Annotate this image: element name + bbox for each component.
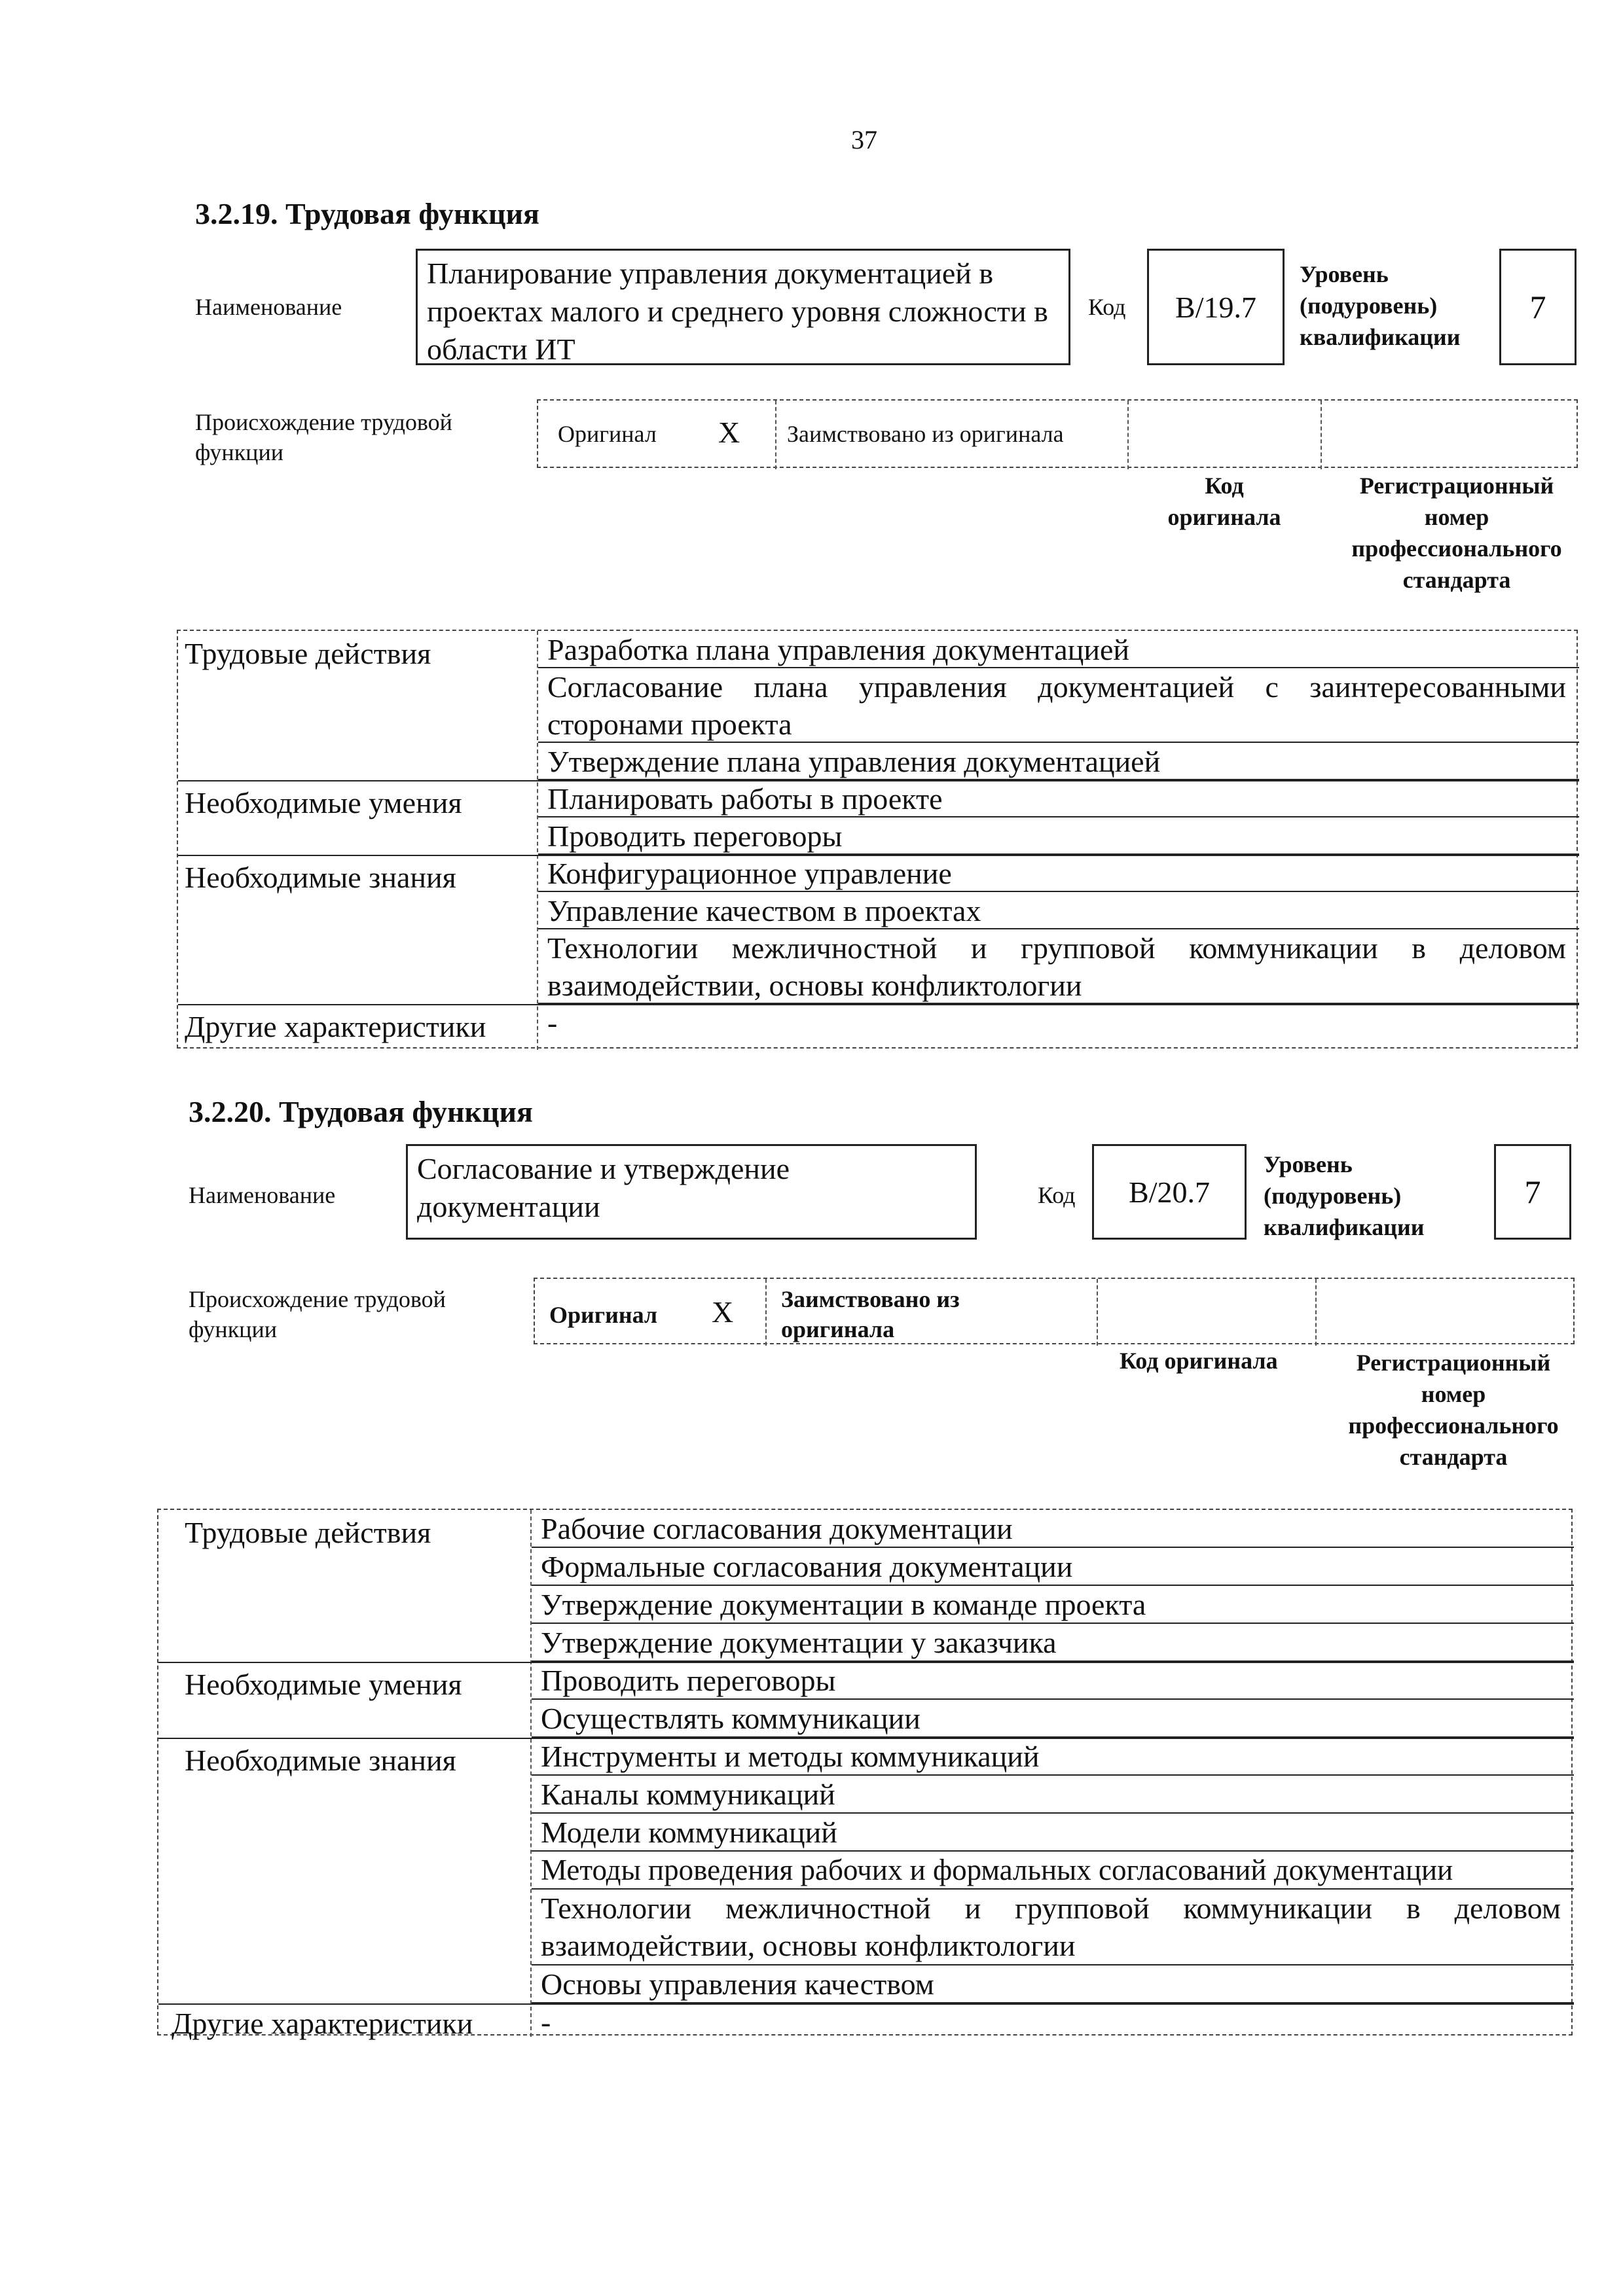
- row-label-skills: Необходимые умения: [185, 786, 462, 819]
- level-label: Уровень (подуровень) квалификации: [1264, 1151, 1425, 1240]
- list-item: Осуществлять коммуникации: [532, 1700, 1574, 1738]
- origin-label: Происхождение трудовой функции: [195, 409, 452, 465]
- function-name: Планирование управления документацией в проектах малого и среднего уровня сложности в области ИТ: [427, 257, 1048, 366]
- function-name-box: [416, 249, 1070, 365]
- row-label-knowledge: Необходимые знания: [185, 1744, 456, 1777]
- origin-code-label: Код оригинала: [1167, 473, 1281, 530]
- borrowed-label: Заимствовано из оригинала: [787, 421, 1064, 447]
- list-item: Проводить переговоры: [532, 1662, 1574, 1700]
- level-value: 7: [1529, 289, 1546, 325]
- list-item: Проводить переговоры: [538, 817, 1579, 855]
- code-box: [1147, 249, 1285, 365]
- origin-code-label: Код оригинала: [1120, 1348, 1278, 1374]
- reg-number-label: Регистрационный номер профессионального стандарта: [1348, 1350, 1559, 1470]
- name-label: Наименование: [189, 1182, 336, 1208]
- list-item: -: [547, 1006, 558, 1039]
- requirements-table: [157, 1509, 1573, 2040]
- list-item: Утверждение плана управления документацией: [538, 743, 1579, 780]
- divider: [1127, 401, 1129, 469]
- origin-table: [534, 1278, 1575, 1344]
- row-label-other: Другие характеристики: [185, 1010, 486, 1043]
- divider: [765, 1279, 767, 1346]
- code-label: Код: [1038, 1182, 1076, 1208]
- name-label: Наименование: [195, 294, 342, 320]
- list-item: Разработка плана управления документацией: [538, 631, 1579, 668]
- list-item: Технологии межличностной и групповой коммуникации в деловом взаимодействии, основы конфликтологии: [538, 929, 1579, 1004]
- list-item: Формальные согласования документации: [532, 1548, 1574, 1586]
- list-item: Технологии межличностной и групповой коммуникации в деловом взаимодействии, основы конфликтологии: [532, 1890, 1574, 1965]
- list-item: Конфигурационное управление: [538, 855, 1579, 892]
- list-item: Планировать работы в проекте: [538, 780, 1579, 817]
- list-item: Согласование плана управления документацией с заинтересованными сторонами проекта: [538, 668, 1579, 743]
- level-value: 7: [1524, 1174, 1541, 1210]
- list-item: Каналы коммуникаций: [532, 1776, 1574, 1814]
- origin-label: Происхождение трудовой функции: [189, 1286, 446, 1342]
- list-item: -: [541, 2005, 551, 2039]
- original-mark: X: [718, 416, 740, 449]
- list-item: Основы управления качеством: [532, 1965, 1574, 2003]
- code-label: Код: [1088, 294, 1126, 320]
- code-value: B/20.7: [1129, 1175, 1210, 1209]
- original-label: Оригинал: [558, 421, 657, 447]
- level-box: [1499, 249, 1577, 365]
- code-value: B/19.7: [1175, 290, 1256, 324]
- section-title: 3.2.20. Трудовая функция: [189, 1095, 533, 1128]
- list-item: Утверждение документации в команде проекта: [532, 1586, 1574, 1624]
- level-box: [1494, 1144, 1571, 1240]
- original-mark: X: [712, 1295, 734, 1329]
- divider: [1097, 1279, 1098, 1346]
- divider: [775, 401, 776, 469]
- list-item: Рабочие согласования документации: [532, 1510, 1574, 1548]
- original-label: Оригинал: [549, 1302, 658, 1328]
- code-box: [1092, 1144, 1247, 1240]
- list-item: Инструменты и методы коммуникаций: [532, 1738, 1574, 1776]
- requirements-table: [177, 630, 1578, 1049]
- row-label-other: Другие характеристики: [172, 2007, 473, 2040]
- list-item: Модели коммуникаций: [532, 1814, 1574, 1852]
- borrowed-label: Заимствовано из оригинала: [781, 1286, 960, 1342]
- row-label-work-actions: Трудовые действия: [185, 1516, 431, 1549]
- function-name-box: [406, 1144, 977, 1240]
- row-label-skills: Необходимые умения: [185, 1668, 462, 1701]
- origin-table: [537, 399, 1578, 468]
- row-label-knowledge: Необходимые знания: [185, 861, 456, 894]
- level-label: Уровень (подуровень) квалификации: [1300, 261, 1461, 350]
- function-name: Согласование и утверждение документации: [417, 1152, 790, 1223]
- list-item: Утверждение документации у заказчика: [532, 1624, 1574, 1662]
- divider: [1315, 1279, 1317, 1346]
- page-number: 37: [851, 125, 877, 154]
- list-item: Методы проведения рабочих и формальных согласований документации: [532, 1852, 1574, 1890]
- list-item: Управление качеством в проектах: [538, 892, 1579, 929]
- section-title: 3.2.19. Трудовая функция: [195, 197, 539, 230]
- reg-number-label: Регистрационный номер профессионального стандарта: [1351, 473, 1562, 593]
- row-label-work-actions: Трудовые действия: [185, 637, 431, 670]
- divider: [1321, 401, 1322, 469]
